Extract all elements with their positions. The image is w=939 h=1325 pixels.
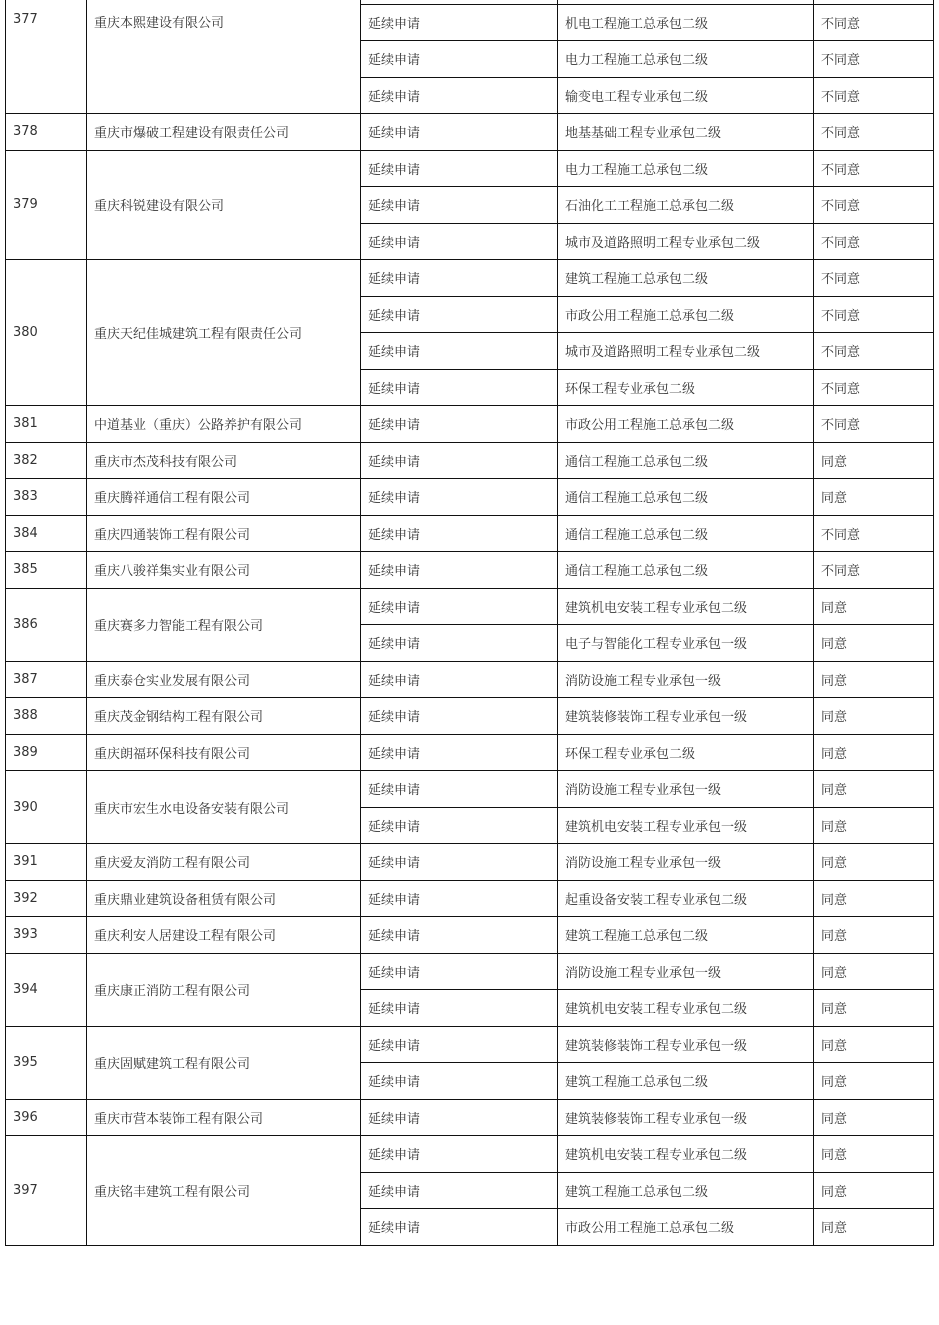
qualification-cell: 通信工程施工总承包二级 [558, 515, 814, 552]
review-result-cell: 同意 [814, 1209, 934, 1246]
serial-number-cell: 393 [6, 917, 87, 954]
application-type-cell: 延续申请 [361, 296, 558, 333]
company-name-cell: 重庆科锐建设有限公司 [87, 150, 361, 260]
review-result-cell: 同意 [814, 917, 934, 954]
application-type-cell: 延续申请 [361, 187, 558, 224]
review-result-cell: 同意 [814, 625, 934, 662]
review-result-cell: 同意 [814, 479, 934, 516]
review-result-cell: 不同意 [814, 223, 934, 260]
review-result-cell: 不同意 [814, 369, 934, 406]
serial-number-cell: 378 [6, 114, 87, 151]
serial-number-cell: 396 [6, 1099, 87, 1136]
review-result-cell: 同意 [814, 880, 934, 917]
application-type-cell: 延续申请 [361, 588, 558, 625]
company-name-cell: 重庆四通装饰工程有限公司 [87, 515, 361, 552]
review-result-cell: 同意 [814, 588, 934, 625]
company-name-cell: 重庆泰仓实业发展有限公司 [87, 661, 361, 698]
application-type-cell: 延续申请 [361, 1172, 558, 1209]
company-name-cell: 中道基业（重庆）公路养护有限公司 [87, 406, 361, 443]
application-type-cell: 延续申请 [361, 333, 558, 370]
serial-number-cell: 385 [6, 552, 87, 589]
review-result-cell: 不同意 [814, 260, 934, 297]
table-row [6, 1026, 934, 1063]
application-type-cell: 延续申请 [361, 625, 558, 662]
qualification-cell: 建筑机电安装工程专业承包二级 [558, 990, 814, 1027]
review-result-cell: 同意 [814, 953, 934, 990]
review-result-cell: 同意 [814, 844, 934, 881]
table-row [6, 260, 934, 297]
review-result-cell: 同意 [814, 807, 934, 844]
table-row [6, 844, 934, 881]
application-type-cell: 延续申请 [361, 260, 558, 297]
application-type-cell: 延续申请 [361, 807, 558, 844]
qualification-cell: 电力工程施工总承包二级 [558, 150, 814, 187]
qualification-cell: 环保工程专业承包二级 [558, 734, 814, 771]
table-body [6, 0, 934, 1245]
qualification-cell: 建筑工程施工总承包二级 [558, 1172, 814, 1209]
qualification-cell: 消防设施工程专业承包一级 [558, 953, 814, 990]
serial-number-cell: 392 [6, 880, 87, 917]
company-name-cell: 重庆本熙建设有限公司 [87, 0, 361, 114]
serial-number-cell: 386 [6, 588, 87, 661]
application-type-cell: 延续申请 [361, 369, 558, 406]
review-result-cell: 不同意 [814, 114, 934, 151]
qualification-cell: 建筑机电安装工程专业承包二级 [558, 1136, 814, 1173]
qualification-cell: 消防设施工程专业承包一级 [558, 844, 814, 881]
qualification-cell: 建筑机电安装工程专业承包一级 [558, 807, 814, 844]
application-type-cell: 延续申请 [361, 990, 558, 1027]
company-name-cell: 重庆康正消防工程有限公司 [87, 953, 361, 1026]
qualification-cell: 石油化工工程施工总承包二级 [558, 187, 814, 224]
qualification-cell: 市政公用工程施工总承包二级 [558, 296, 814, 333]
review-result-cell: 同意 [814, 698, 934, 735]
table-row [6, 515, 934, 552]
company-name-cell: 重庆腾祥通信工程有限公司 [87, 479, 361, 516]
serial-number-cell: 391 [6, 844, 87, 881]
application-type-cell: 延续申请 [361, 734, 558, 771]
application-type-cell: 延续申请 [361, 917, 558, 954]
qualification-review-table [5, 0, 934, 1246]
company-name-cell: 重庆市宏生水电设备安装有限公司 [87, 771, 361, 844]
serial-number-cell: 387 [6, 661, 87, 698]
serial-number-cell: 382 [6, 442, 87, 479]
application-type-cell: 延续申请 [361, 114, 558, 151]
table-row [6, 479, 934, 516]
company-name-cell: 重庆朗福环保科技有限公司 [87, 734, 361, 771]
application-type-cell: 延续申请 [361, 844, 558, 881]
company-name-cell: 重庆鼎业建筑设备租赁有限公司 [87, 880, 361, 917]
table-row [6, 588, 934, 625]
serial-number-cell: 388 [6, 698, 87, 735]
application-type-cell: 延续申请 [361, 223, 558, 260]
application-type-cell: 延续申请 [361, 406, 558, 443]
serial-number-cell: 390 [6, 771, 87, 844]
qualification-cell: 建筑工程施工总承包二级 [558, 1063, 814, 1100]
review-result-cell: 不同意 [814, 296, 934, 333]
company-name-cell: 重庆铭丰建筑工程有限公司 [87, 1136, 361, 1246]
company-name-cell: 重庆爱友消防工程有限公司 [87, 844, 361, 881]
company-name-cell: 重庆天纪佳城建筑工程有限责任公司 [87, 260, 361, 406]
application-type-cell: 延续申请 [361, 41, 558, 78]
review-result-cell: 同意 [814, 661, 934, 698]
qualification-cell: 地基基础工程专业承包二级 [558, 114, 814, 151]
review-result-cell: 不同意 [814, 41, 934, 78]
table-row [6, 1099, 934, 1136]
serial-number-cell: 394 [6, 953, 87, 1026]
company-name-cell: 重庆茂金钢结构工程有限公司 [87, 698, 361, 735]
company-name-cell: 重庆八骏祥集实业有限公司 [87, 552, 361, 589]
serial-number-cell: 383 [6, 479, 87, 516]
review-result-cell: 不同意 [814, 406, 934, 443]
application-type-cell: 延续申请 [361, 552, 558, 589]
review-result-cell: 同意 [814, 771, 934, 808]
application-type-cell: 延续申请 [361, 150, 558, 187]
qualification-cell: 环保工程专业承包二级 [558, 369, 814, 406]
application-type-cell: 延续申请 [361, 1026, 558, 1063]
application-type-cell: 延续申请 [361, 1099, 558, 1136]
review-result-cell: 同意 [814, 1099, 934, 1136]
application-type-cell: 延续申请 [361, 1136, 558, 1173]
table-row [6, 1136, 934, 1173]
application-type-cell: 延续申请 [361, 77, 558, 114]
application-type-cell: 延续申请 [361, 953, 558, 990]
qualification-cell: 通信工程施工总承包二级 [558, 552, 814, 589]
review-result-cell: 不同意 [814, 333, 934, 370]
qualification-cell: 城市及道路照明工程专业承包二级 [558, 333, 814, 370]
table-row [6, 661, 934, 698]
qualification-cell: 建筑装修装饰工程专业承包一级 [558, 1099, 814, 1136]
qualification-cell: 电子与智能化工程专业承包一级 [558, 625, 814, 662]
serial-number-cell: 395 [6, 1026, 87, 1099]
application-type-cell: 延续申请 [361, 661, 558, 698]
serial-number-cell: 379 [6, 150, 87, 260]
review-result-cell: 不同意 [814, 552, 934, 589]
review-result-cell: 同意 [814, 734, 934, 771]
review-result-cell: 同意 [814, 990, 934, 1027]
company-name-cell: 重庆市营本装饰工程有限公司 [87, 1099, 361, 1136]
serial-number-cell: 389 [6, 734, 87, 771]
serial-number-cell: 381 [6, 406, 87, 443]
review-result-cell: 同意 [814, 442, 934, 479]
qualification-cell: 市政公用工程施工总承包二级 [558, 406, 814, 443]
table-row [6, 771, 934, 808]
application-type-cell: 延续申请 [361, 515, 558, 552]
table-row [6, 114, 934, 151]
qualification-cell: 电力工程施工总承包二级 [558, 41, 814, 78]
application-type-cell: 延续申请 [361, 479, 558, 516]
qualification-cell: 建筑装修装饰工程专业承包一级 [558, 1026, 814, 1063]
application-type-cell: 延续申请 [361, 698, 558, 735]
application-type-cell: 延续申请 [361, 880, 558, 917]
application-type-cell: 延续申请 [361, 771, 558, 808]
qualification-cell: 通信工程施工总承包二级 [558, 479, 814, 516]
table-row [6, 150, 934, 187]
table-row [6, 880, 934, 917]
qualification-cell: 建筑工程施工总承包二级 [558, 260, 814, 297]
qualification-cell: 市政公用工程施工总承包二级 [558, 1209, 814, 1246]
qualification-cell: 起重设备安装工程专业承包二级 [558, 880, 814, 917]
qualification-cell: 输变电工程专业承包二级 [558, 77, 814, 114]
review-result-cell: 同意 [814, 1063, 934, 1100]
qualification-cell: 建筑工程施工总承包二级 [558, 917, 814, 954]
table-row [6, 698, 934, 735]
company-name-cell: 重庆固赋建筑工程有限公司 [87, 1026, 361, 1099]
application-type-cell: 延续申请 [361, 1209, 558, 1246]
qualification-cell: 消防设施工程专业承包一级 [558, 661, 814, 698]
review-result-cell: 不同意 [814, 515, 934, 552]
application-type-cell: 延续申请 [361, 4, 558, 41]
qualification-cell: 消防设施工程专业承包一级 [558, 771, 814, 808]
serial-number-cell: 384 [6, 515, 87, 552]
serial-number-cell: 377 [6, 0, 87, 114]
review-result-cell: 不同意 [814, 187, 934, 224]
qualification-cell: 通信工程施工总承包二级 [558, 442, 814, 479]
review-result-cell: 同意 [814, 1026, 934, 1063]
serial-number-cell: 397 [6, 1136, 87, 1246]
review-result-cell: 不同意 [814, 77, 934, 114]
serial-number-cell: 380 [6, 260, 87, 406]
qualification-cell: 城市及道路照明工程专业承包二级 [558, 223, 814, 260]
table-row [6, 734, 934, 771]
company-name-cell: 重庆市杰茂科技有限公司 [87, 442, 361, 479]
review-result-cell: 同意 [814, 1172, 934, 1209]
qualification-cell: 机电工程施工总承包二级 [558, 4, 814, 41]
application-type-cell: 延续申请 [361, 1063, 558, 1100]
table-row [6, 953, 934, 990]
review-result-cell: 不同意 [814, 4, 934, 41]
company-name-cell: 重庆利安人居建设工程有限公司 [87, 917, 361, 954]
company-name-cell: 重庆市爆破工程建设有限责任公司 [87, 114, 361, 151]
application-type-cell: 延续申请 [361, 442, 558, 479]
table-row [6, 552, 934, 589]
company-name-cell: 重庆赛多力智能工程有限公司 [87, 588, 361, 661]
table-row [6, 406, 934, 443]
table-row [6, 917, 934, 954]
review-result-cell: 不同意 [814, 150, 934, 187]
qualification-cell: 建筑装修装饰工程专业承包一级 [558, 698, 814, 735]
table-row [6, 442, 934, 479]
review-result-cell: 同意 [814, 1136, 934, 1173]
qualification-cell: 建筑机电安装工程专业承包二级 [558, 588, 814, 625]
